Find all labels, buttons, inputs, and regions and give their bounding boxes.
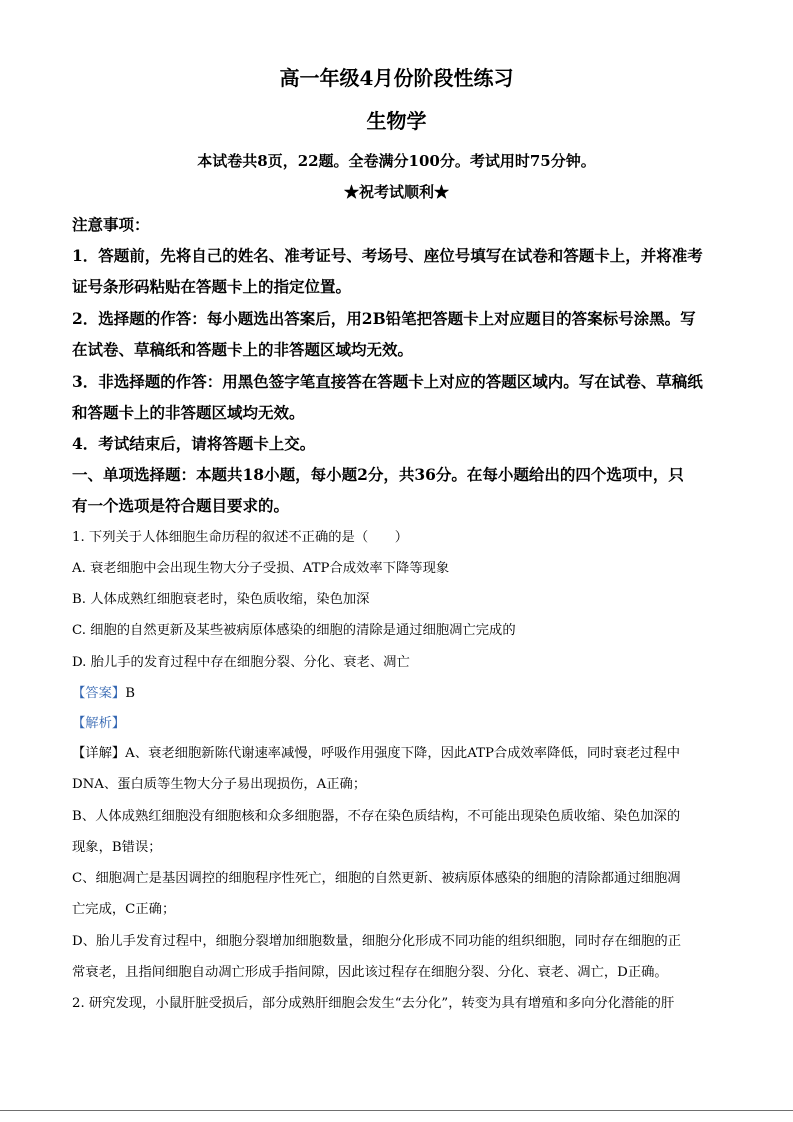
answer-tag: 【答案】 (72, 686, 126, 701)
section-heading-line-1: 一、单项选择题：本题共18小题，每小题2分，共36分。在每小题给出的四个选项中，只 (72, 465, 684, 484)
notice-heading: 注意事项： (72, 215, 150, 234)
detail-line-4: 现象，B错误； (72, 840, 162, 855)
subject-title: 生物学 (366, 109, 427, 133)
exam-info: 本试卷共8页，22题。全卷满分100分。考试用时75分钟。 (197, 152, 596, 170)
section-heading-line-2: 有一个选项是符合题目要求的。 (72, 496, 290, 515)
page-bottom-rule (0, 1110, 793, 1111)
detail-line-2: DNA、蛋白质等生物大分子易出现损伤，A正确； (72, 777, 367, 792)
detail-line-5: C、细胞凋亡是基因调控的细胞程序性死亡，细胞的自然更新、被病原体感染的细胞的清除都通过细胞凋 (72, 871, 681, 886)
notice-line-6: 和答题卡上的非答题区域均无效。 (72, 403, 305, 422)
notice-line-3: 2．选择题的作答：每小题选出答案后，用2B铅笔把答题卡上对应题目的答案标号涂黑。写 (72, 309, 696, 328)
question-1-stem: 1. 下列关于人体细胞生命历程的叙述不正确的是（ ） (72, 530, 409, 545)
question-1-option-a: A. 衰老细胞中会出现生物大分子受损、ATP合成效率下降等现象 (72, 561, 450, 576)
detail-line-8: 常衰老，且指间细胞自动凋亡形成手指间隙，因此该过程存在细胞分裂、分化、衰老、凋亡，D正确。 (72, 965, 668, 980)
notice-line-5: 3．非选择题的作答：用黑色签字笔直接答在答题卡上对应的答题区域内。写在试卷、草稿纸 (72, 372, 703, 391)
answer-value: B (125, 686, 135, 701)
notice-line-7: 4．考试结束后，请将答题卡上交。 (72, 434, 316, 453)
detail-line-7: D、胎儿手发育过程中，细胞分裂增加细胞数量，细胞分化形成不同功能的组织细胞，同时存在细胞的正 (72, 934, 682, 949)
detail-line-6: 亡完成，C正确； (72, 902, 176, 917)
notice-line-4: 在试卷、草稿纸和答题卡上的非答题区域均无效。 (72, 340, 414, 359)
question-2-stem: 2. 研究发现，小鼠肝脏受损后，部分成熟肝细胞会发生“去分化”，转变为具有增殖和多向分化潜能的肝 (72, 996, 675, 1011)
answer-line (72, 682, 732, 701)
question-1-option-c: C. 细胞的自然更新及某些被病原体感染的细胞的清除是通过细胞凋亡完成的 (72, 623, 516, 638)
question-1-option-b: B. 人体成熟红细胞衰老时，染色质收缩，染色加深 (72, 592, 370, 607)
analysis-tag: 【解析】 (72, 716, 126, 731)
detail-line-3: B、人体成熟红细胞没有细胞核和众多细胞器，不存在染色质结构，不可能出现染色质收缩、染色加深的 (72, 809, 681, 824)
notice-line-1: 1．答题前，先将自己的姓名、准考证号、考场号、座位号填写在试卷和答题卡上，并将准考 (72, 246, 703, 265)
notice-line-2: 证号条形码粘贴在答题卡上的指定位置。 (72, 277, 352, 296)
wish-line: ★祝考试顺利★ (343, 183, 449, 201)
question-1-option-d: D. 胎儿手的发育过程中存在细胞分裂、分化、衰老、凋亡 (72, 655, 410, 670)
exam-title: 高一年级4月份阶段性练习 (279, 66, 514, 90)
detail-line-1: 【详解】A、衰老细胞新陈代谢速率减慢，呼吸作用强度下降，因此ATP合成效率降低，同时衰老过程中 (72, 746, 681, 761)
